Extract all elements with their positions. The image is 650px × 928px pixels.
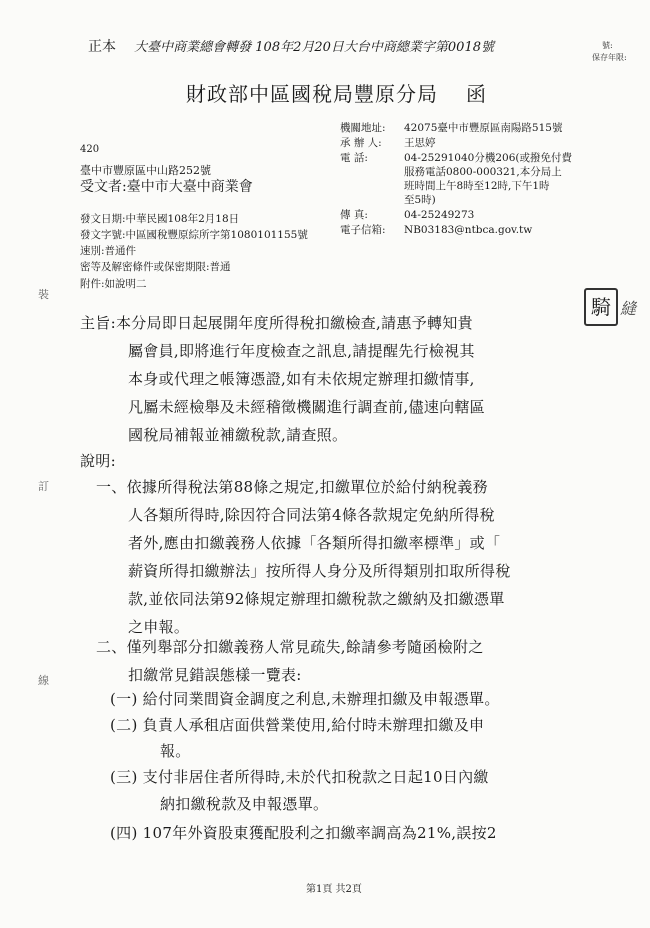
document-title xyxy=(186,78,487,107)
contact-value: 王思婷 xyxy=(404,137,436,149)
page-number: 第1頁 共2頁 xyxy=(306,884,362,895)
contact-row xyxy=(340,192,436,207)
subject-line: 主旨:本分局即日起展開年度所得稅扣繳檢查,請惠予轉知貴 xyxy=(80,314,473,332)
subitem-line: 報。 xyxy=(160,742,191,760)
subject-line: 本身或代理之帳簿憑證,如有未依規定辦理扣繳情事, xyxy=(128,370,475,388)
contact-value: 班時間上午8時至12時,下午1時 xyxy=(404,180,550,192)
contact-value: 04-25291040分機206(或撥免付費 xyxy=(404,152,572,164)
item-line: 一、依據所得稅法第88條之規定,扣繳單位於給付納稅義務 xyxy=(96,478,488,496)
item-line: 之申報。 xyxy=(128,618,190,636)
binding-mark: 訂 xyxy=(38,480,49,493)
subject-line: 凡屬未經檢舉及未經稽徵機關進行調查前,儘速向轄區 xyxy=(128,398,485,416)
subitem-line: 納扣繳稅款及申報憑單。 xyxy=(160,795,329,813)
subitem-line: (一) 給付同業間資金調度之利息,未辦理扣繳及申報憑單。 xyxy=(110,690,500,708)
contact-key: 傳 真: xyxy=(340,209,368,221)
subject-line: 國稅局補報並補繳稅款,請查照。 xyxy=(128,426,348,444)
seam-seal-icon: 騎 xyxy=(584,288,618,326)
seam-seal-script: 縫 xyxy=(620,299,637,318)
agency-name: 財政部中區國稅局豐原分局 xyxy=(186,82,438,106)
contact-row xyxy=(340,178,550,193)
postal-code: 420 xyxy=(80,144,100,155)
meta-line: 速別:普通件 xyxy=(80,245,137,257)
subject-line: 屬會員,即將進行年度檢查之訊息,請提醒先行檢視其 xyxy=(128,342,475,360)
contact-row xyxy=(340,207,474,222)
contact-value: 服務電話0800-000321,本分局上 xyxy=(404,166,562,178)
doc-type: 函 xyxy=(466,82,487,106)
contact-row xyxy=(340,164,562,179)
contact-row xyxy=(340,222,532,237)
recipient-label: 受文者:臺中市大臺中商業會 xyxy=(80,179,253,195)
copy-label: 正本 xyxy=(88,39,116,55)
item-line: 人各類所得時,除因符合同法第4條各款規定免納所得稅 xyxy=(128,506,495,524)
subitem-line: (四) 107年外資股東獲配股利之扣繳率調高為21%,誤按2 xyxy=(110,824,497,842)
item-line: 薪資所得扣繳辦法」按所得人身分及所得類別扣取所得稅 xyxy=(128,562,511,580)
receipt-stamp-line xyxy=(88,36,494,56)
contact-value: NB03183@ntbca.gov.tw xyxy=(404,224,533,236)
retention-label: 保存年限: xyxy=(592,53,627,62)
meta-line: 附件:如說明二 xyxy=(80,278,147,290)
contact-row xyxy=(340,150,572,165)
contact-row xyxy=(340,135,436,150)
contact-key: 機關地址: xyxy=(340,122,386,134)
contact-value: 至5時) xyxy=(404,194,436,206)
contact-key: 電子信箱: xyxy=(340,224,386,236)
item-line: 二、僅列舉部分扣繳義務人常見疏失,餘請參考隨函檢附之 xyxy=(96,638,484,656)
contact-value: 04-25249273 xyxy=(404,209,475,221)
subitem-line: (二) 負責人承租店面供營業使用,給付時未辦理扣繳及申 xyxy=(110,716,485,734)
binding-mark: 裝 xyxy=(38,288,49,301)
explain-label: 說明: xyxy=(80,452,116,470)
item-line: 扣繳常見錯誤態樣一覽表: xyxy=(128,666,302,684)
contact-value: 42075臺中市豐原區南陽路515號 xyxy=(404,122,563,134)
meta-line: 密等及解密條件或保密期限:普通 xyxy=(80,261,231,273)
recipient-address: 臺中市豐原區中山路252號 xyxy=(80,164,211,177)
subitem-line: (三) 支付非居住者所得時,未於代扣稅款之日起10日內繳 xyxy=(110,768,489,786)
item-line: 款,並依同法第92條規定辦理扣繳稅款之繳納及扣繳憑單 xyxy=(128,590,505,608)
meta-line: 發文日期:中華民國108年2月18日 xyxy=(80,213,240,225)
contact-row xyxy=(340,120,562,135)
contact-key: 承 辦 人: xyxy=(340,137,382,149)
meta-line: 發文字號:中區國稅豐原綜所字第1080101155號 xyxy=(80,229,308,241)
binding-mark: 線 xyxy=(38,674,49,687)
item-line: 者外,應由扣繳義務人依據「各類所得扣繳率標準」或「 xyxy=(128,534,501,552)
corner-number-label: 號: xyxy=(602,41,613,50)
handwritten-receipt-number: 大臺中商業總會轉發 108年2月20日大台中商總業字第0018號 xyxy=(134,40,494,55)
contact-key: 電 話: xyxy=(340,152,368,164)
